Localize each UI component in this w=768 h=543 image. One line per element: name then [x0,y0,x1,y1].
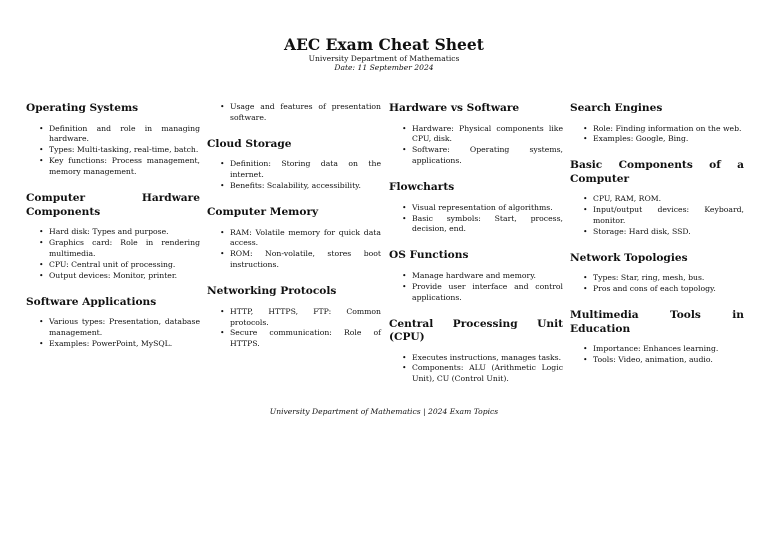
document-date: Date: 11 September 2024 [334,63,434,72]
section-heading: Central Processing Unit (CPU) [389,317,563,344]
list-item: • Examples: PowerPoint, MySQL. [39,339,200,350]
continued-list [207,102,381,124]
bullet-list [389,353,563,386]
section-heading: Networking Protocols [207,285,337,298]
section [389,181,563,235]
section-heading: Operating Systems [26,102,139,114]
document-header [0,36,768,72]
list-item: • Executes instructions, manages tasks. [402,353,563,364]
list-item: • Secure communication: Role of HTTPS. [220,328,381,350]
section [26,102,200,178]
list-item: • Basic symbols: Start, process, decision, end. [402,214,563,236]
section-heading: Software Applications [26,295,157,308]
bullet-list [207,307,381,351]
section [389,318,563,386]
section-heading: Computer Hardware Components [26,192,200,218]
list-item: • Hard disk: Types and purpose. [39,227,200,238]
list-item: • Definition and role in managing hardware. [39,124,200,146]
section [26,296,200,350]
list-item: • Input/output devices: Keyboard, monitor. [583,205,744,227]
section-heading: Computer Memory [207,206,319,219]
list-item: • Visual representation of algorithms. [402,203,563,214]
list-item: • CPU, RAM, ROM. [583,194,744,205]
list-item: • Software: Operating systems, applications. [402,145,563,167]
list-item: • Provide user interface and control applications. [402,282,563,304]
list-item: • Examples: Google, Bing. [583,134,744,145]
list-item: • RAM: Volatile memory for quick data access. [220,228,381,250]
bullet-list [389,271,563,304]
list-item: • Key functions: Process management, memory management. [39,156,200,178]
bullet-list [26,227,200,282]
section-heading: Multimedia Tools in Education [570,309,744,335]
section [207,285,381,350]
list-item: • Storage: Hard disk, SSD. [583,227,744,238]
section-heading: Cloud Storage [207,137,292,150]
column-2 [207,102,381,364]
section [389,102,563,167]
bullet-list [389,124,563,168]
section [26,192,200,282]
bullet-list [207,159,381,192]
bullet-list [570,273,744,295]
section [570,252,744,295]
section [570,309,744,366]
section [570,159,744,238]
list-item: • Tools: Video, animation, audio. [583,355,744,366]
list-item: • Importance: Enhances learning. [583,344,744,355]
list-item: • HTTP, HTTPS, FTP: Common protocols. [220,307,381,329]
bullet-list [26,317,200,350]
list-item: • Components: ALU (Arithmetic Logic Unit), CU (Control Unit). [402,363,563,385]
page-footer: University Department of Mathematics | 2024 Exam Topics [269,407,499,416]
section [389,249,563,303]
section-heading: OS Functions [389,249,469,262]
bullet-list [26,124,200,179]
list-item: • Output devices: Monitor, printer. [39,271,200,282]
list-item: • Definition: Storing data on the internet. [220,159,381,181]
section-heading: Search Engines [570,102,663,114]
section-heading: Network Topologies [570,251,688,264]
section [207,206,381,271]
list-item: • Hardware: Physical components like CPU, disk. [402,124,563,146]
section-heading: Hardware vs Software [389,102,520,114]
list-item: • Manage hardware and memory. [402,271,563,282]
list-item: • Usage and features of presentation software. [220,102,381,124]
section-heading: Flowcharts [389,181,455,194]
list-item: • Types: Star, ring, mesh, bus. [583,273,744,284]
page-title: AEC Exam Cheat Sheet [284,35,484,54]
list-item: • Pros and cons of each topology. [583,284,744,295]
bullet-list [570,124,744,146]
section-heading: Basic Components of a Computer [570,159,744,185]
column-3 [389,102,563,399]
section [207,138,381,192]
bullet-list [207,228,381,272]
list-item: • Graphics card: Role in rendering multimedia. [39,238,200,260]
list-item: • Role: Finding information on the web. [583,124,744,135]
section [570,102,744,145]
column-4 [570,102,744,380]
department-subtitle: University Department of Mathematics [308,54,460,63]
column-1 [26,102,200,364]
bullet-list [389,203,563,236]
list-item: • CPU: Central unit of processing. [39,260,200,271]
list-item: • ROM: Non-volatile, stores boot instructions. [220,249,381,271]
bullet-list [570,344,744,366]
list-item: • Benefits: Scalability, accessibility. [220,181,381,192]
list-item: • Various types: Presentation, database management. [39,317,200,339]
list-item: • Types: Multi-tasking, real-time, batch. [39,145,200,156]
bullet-list [570,194,744,238]
